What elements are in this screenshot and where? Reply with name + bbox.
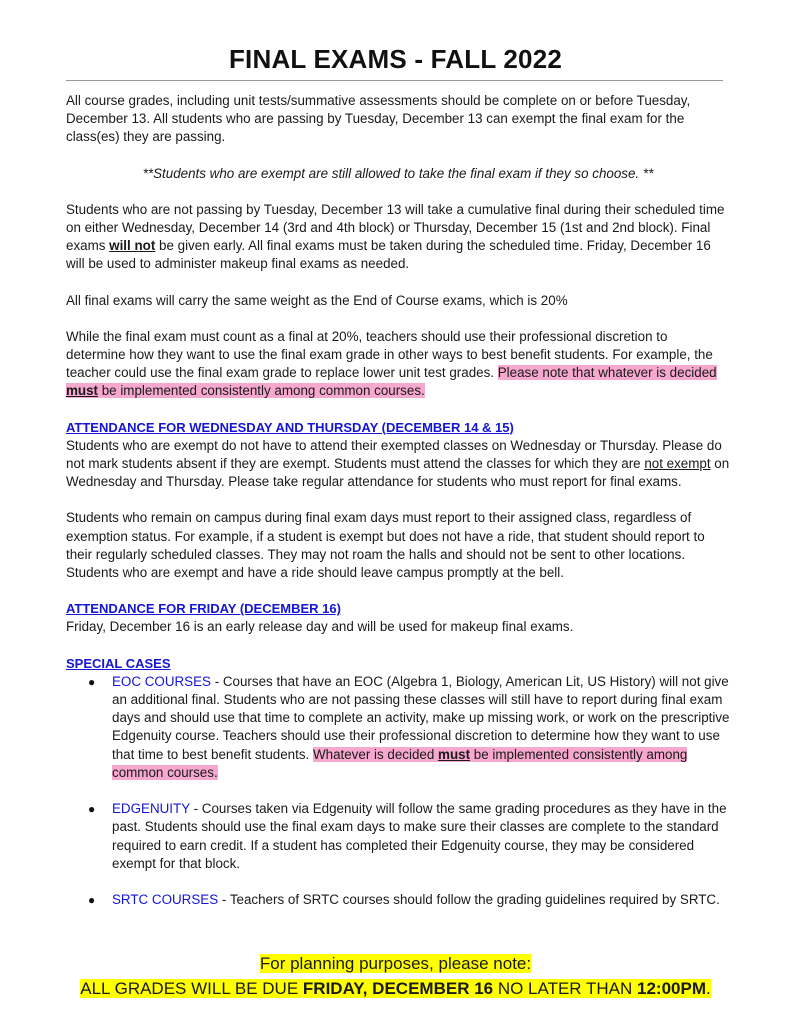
highlight-text-a: Please note that whatever is decided	[497, 365, 717, 381]
eoc-courses-text: - Courses that have an EOC (Algebra 1, Biology, American Lit, US History) will not give an additional final. Students who are not passing these classes will still have to report during final exam days and should use that time to complete an activity, make up missing work, or work on the prescriptive Edgenuity course. Teachers should use their professional discretion to determine how they want to use that time to best benefit students.	[112, 673, 730, 762]
exempt-note: **Students who are exempt are still allowed to take the final exam if they so choose. **	[142, 165, 654, 181]
bullet-icon: ●	[88, 802, 96, 817]
list-item	[66, 891, 730, 909]
srtc-courses-text: - Teachers of SRTC courses should follow the grading guidelines required by SRTC.	[218, 891, 720, 907]
must-emphasis: must	[66, 383, 98, 399]
not-passing-text-a: Students who are not passing by Tuesday, December 13 will take a cumulative final during their scheduled time on either Wednesday, December 14 (3rd and 4th block) or Thursday, December 15 (1st and 2nd block). Final exams	[66, 201, 725, 254]
page-title: FINAL EXAMS - FALL 2022	[228, 44, 563, 74]
will-not-emphasis: will not	[109, 238, 156, 254]
document-body	[66, 92, 730, 909]
edgenuity-text: - Courses taken via Edgenuity will follow the same grading procedures as they have in the past. Students should use the final exam days to make sure their classes are complete to the standard required to earn credit. If a student has completed their Edgenuity course, they may be considered exempt for that block.	[112, 801, 727, 871]
not-exempt-underline: not exempt	[644, 456, 711, 472]
attendance-friday-heading: ATTENDANCE FOR FRIDAY (DECEMBER 16)	[66, 601, 341, 617]
list-spacer	[66, 782, 730, 800]
eoc-highlight-b: be implemented consistently among common courses.	[112, 746, 688, 780]
not-passing-text-b: be given early. All final exams must be taken during the scheduled time. Friday, December 16 will be used to administer makeup final exams as needed.	[66, 238, 711, 272]
on-campus-paragraph: Students who remain on campus during final exam days must report to their assigned class, regardless of exemption status. For example, if a student is exempt but does not have a ride, that student should report to their regularly scheduled classes. They may not roam the halls and should not be sent to other locations. Students who are exempt and have a ride should leave campus promptly at the bell.	[66, 510, 705, 581]
planning-note-line2	[80, 979, 710, 998]
highlight-text-b: be implemented consistently among common courses.	[98, 383, 425, 399]
special-cases-list	[66, 673, 730, 909]
srtc-courses-label: SRTC COURSES	[112, 891, 219, 907]
due-text-c: .	[706, 979, 711, 998]
bullet-icon: ●	[88, 892, 96, 907]
attendance-wed-thu-paragraph	[66, 437, 730, 492]
not-passing-paragraph	[66, 201, 730, 274]
eoc-must-emphasis: must	[438, 746, 471, 762]
discretion-text: While the final exam must count as a final at 20%, teachers should use their professional discretion to determine how they want to use the final exam grade in other ways to best benefit students. For example, the teacher could use the final exam grade to replace lower unit test grades.	[66, 328, 713, 381]
due-date: FRIDAY, DECEMBER 16	[302, 979, 494, 998]
list-spacer	[66, 873, 730, 891]
intro-paragraph: All course grades, including unit tests/summative assessments should be complete on or before Tuesday, December 13. All students who are passing by Tuesday, December 13 can exempt the final exam for the class(es) they are passing.	[66, 93, 691, 145]
eoc-courses-label: EOC COURSES	[112, 673, 211, 689]
attendance-friday-paragraph: Friday, December 16 is an early release day and will be used for makeup final exams.	[66, 619, 574, 635]
weight-paragraph: All final exams will carry the same weight as the End of Course exams, which is 20%	[66, 292, 568, 308]
title-divider	[66, 80, 723, 81]
planning-note	[0, 951, 791, 1001]
special-cases-heading: SPECIAL CASES	[66, 655, 171, 671]
discretion-paragraph	[66, 328, 730, 401]
attendance-text-a: Students who are exempt do not have to attend their exempted classes on Wednesday or Thursday. Please do not mark students absent if they are exempt. Students must attend the classes for which they are	[66, 437, 722, 472]
due-time: 12:00PM	[637, 979, 706, 998]
attendance-text-b: on Wednesday and Thursday. Please take regular attendance for students who must report for final exams.	[66, 456, 730, 490]
due-text-a: ALL GRADES WILL BE DUE	[80, 979, 303, 998]
planning-note-line1: For planning purposes, please note:	[259, 954, 532, 973]
eoc-highlight-a: Whatever is decided	[312, 746, 439, 762]
list-item	[66, 673, 730, 782]
edgenuity-label: EDGENUITY	[112, 801, 190, 817]
due-text-b: NO LATER THAN	[493, 979, 638, 998]
list-item	[66, 800, 730, 873]
bullet-icon: ●	[88, 674, 96, 689]
attendance-wed-thu-heading: ATTENDANCE FOR WEDNESDAY AND THURSDAY (DECEMBER 14 & 15)	[66, 419, 514, 435]
